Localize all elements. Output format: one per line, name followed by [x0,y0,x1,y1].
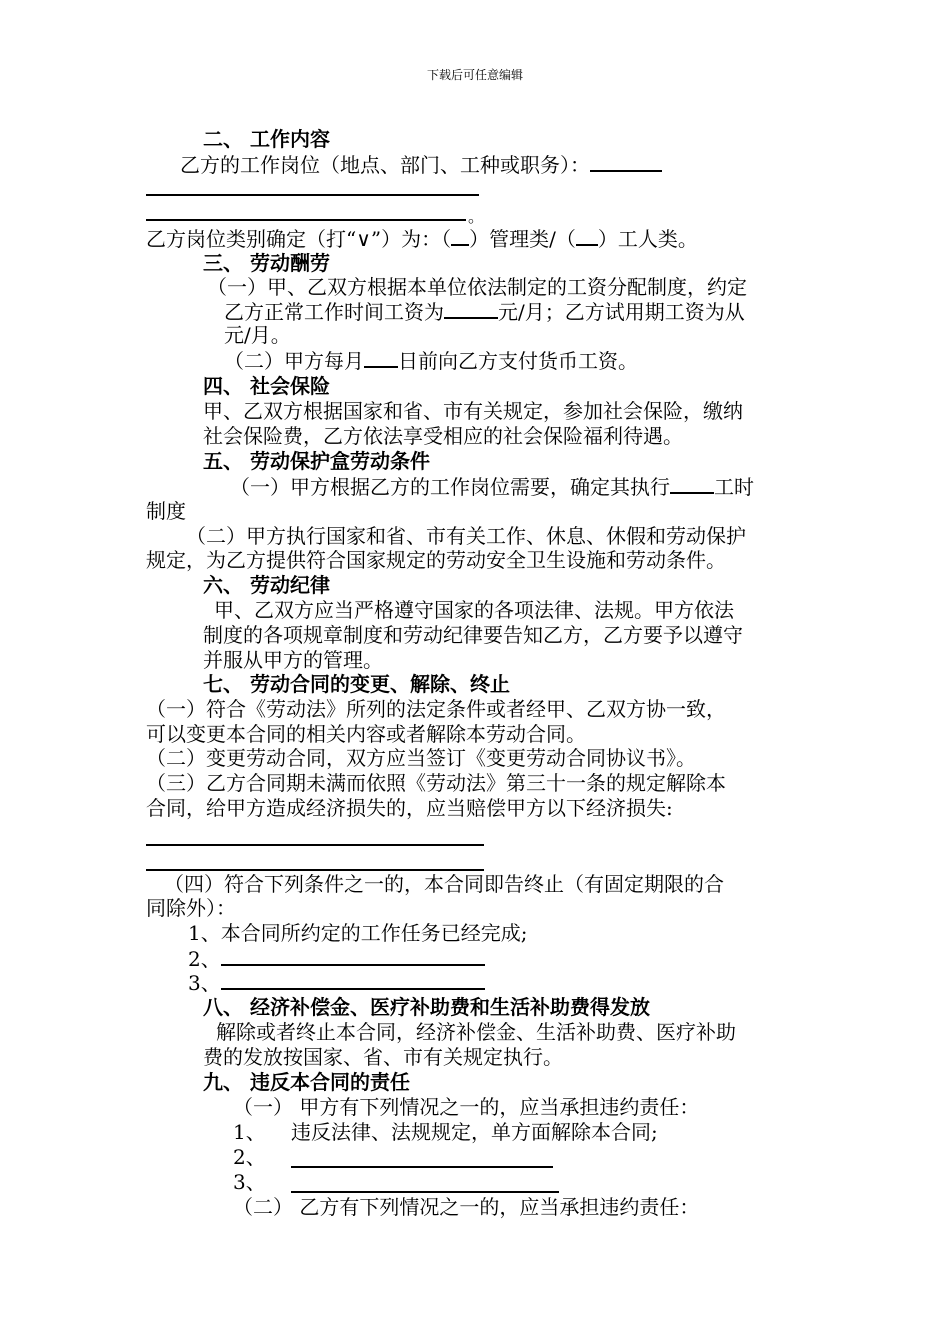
s7-p4a: （四）符合下列条件之一的，本合同即告终止（有固定期限的合 [164,872,724,896]
s6-l2: 制度的各项规章制度和劳动纪律要告知乙方，乙方要予以遵守 [203,623,743,647]
s7-p4b: 同除外）： [146,896,236,920]
s7-p1a: （一）符合《劳动法》所列的法定条件或者经甲、乙双方协一致， [146,697,726,721]
s3-p2: （二）甲方每月 日前向乙方支付货币工资。 [224,349,638,373]
s9-t1: 违反法律、法规规定，单方面解除本合同; [291,1120,658,1144]
wage-blank[interactable] [444,299,498,319]
s6-l3: 并服从甲方的管理。 [203,648,383,672]
category-blank[interactable] [576,226,598,246]
blank-line[interactable] [146,194,479,196]
s5-p2a: （二）甲方执行国家和省、市有关工作、休息、休假和劳动保护 [186,524,746,548]
blank-line[interactable] [146,219,466,221]
s7-p2: （二）变更劳动合同，双方应当签订《变更劳动合同协议书》。 [146,746,696,770]
s5-p1b: 制度 [146,499,186,523]
s5-p2b: 规定，为乙方提供符合国家规定的劳动安全卫生设施和劳动条件。 [146,548,726,572]
s3-p1c: 元/月。 [224,323,291,347]
s3-p1a: （一）甲、乙双方根据本单位依法制定的工资分配制度，约定 [207,275,747,299]
hours-blank[interactable] [670,474,714,494]
section-8-title: 八、 经济补偿金、医疗补助费和生活补助费得发放 [203,995,650,1019]
s9-p1: （一） 甲方有下列情况之一的，应当承担违约责任： [233,1095,700,1119]
post-label: 乙方的工作岗位（地点、部门、工种或职务）： [180,152,662,177]
s6-l1: 甲、乙双方应当严格遵守国家的各项法律、法规。甲方依法 [214,598,734,622]
section-4-title: 四、 社会保险 [203,374,330,398]
blank-line[interactable] [146,844,484,846]
s8-l1: 解除或者终止本合同，经济补偿金、生活补助费、医疗补助 [216,1020,736,1044]
day-blank[interactable] [364,348,398,368]
item-blank[interactable] [221,946,485,966]
section-6-title: 六、 劳动纪律 [203,573,330,597]
s4-l1: 甲、乙双方根据国家和省、市有关规定，参加社会保险，缴纳 [203,399,743,423]
s7-item-1: 1、本合同所约定的工作任务已经完成; [188,921,528,945]
blank-line[interactable] [291,1191,559,1193]
s9-p2: （二） 乙方有下列情况之一的，应当承担违约责任： [233,1195,700,1219]
section-3-title: 三、 劳动酬劳 [203,251,330,275]
category-blank[interactable] [451,226,469,246]
blank-line[interactable] [146,869,484,871]
s7-p3a: （三）乙方合同期未满而依照《劳动法》第三十一条的规定解除本 [146,771,726,795]
s5-p1: （一）甲方根据乙方的工作岗位需要，确定其执行 工时 [230,475,754,499]
s8-l2: 费的发放按国家、省、市有关规定执行。 [203,1045,563,1069]
s9-n1: 1、 [233,1120,266,1144]
section-2-title: 二、 工作内容 [203,127,330,151]
category-line: 乙方岗位类别确定（打“∨”）为：（ ）管理类/（ ）工人类。 [146,227,698,251]
item-blank[interactable] [221,970,485,990]
section-5-title: 五、 劳动保护盒劳动条件 [203,449,430,473]
s7-item-2: 2、 [188,946,485,971]
post-blank[interactable] [590,152,662,172]
blank-line[interactable] [291,1166,553,1168]
s7-p1b: 可以变更本合同的相关内容或者解除本劳动合同。 [146,722,586,746]
page-header: 下载后可任意编辑 [426,68,523,82]
section-7-title: 七、 劳动合同的变更、解除、终止 [203,672,510,696]
s3-p1b: 乙方正常工作时间工资为 元/月；乙方试用期工资为从 [224,300,745,324]
s7-p3b: 合同，给甲方造成经济损失的，应当赔偿甲方以下经济损失: [146,796,673,820]
s7-item-3: 3、 [188,970,485,995]
s4-l2: 社会保险费，乙方依法享受相应的社会保险福利待遇。 [203,424,683,448]
section-9-title: 九、 违反本合同的责任 [203,1070,410,1094]
s9-n3: 3、 [233,1170,266,1194]
period: 。 [468,207,485,226]
s9-n2: 2、 [233,1145,266,1169]
